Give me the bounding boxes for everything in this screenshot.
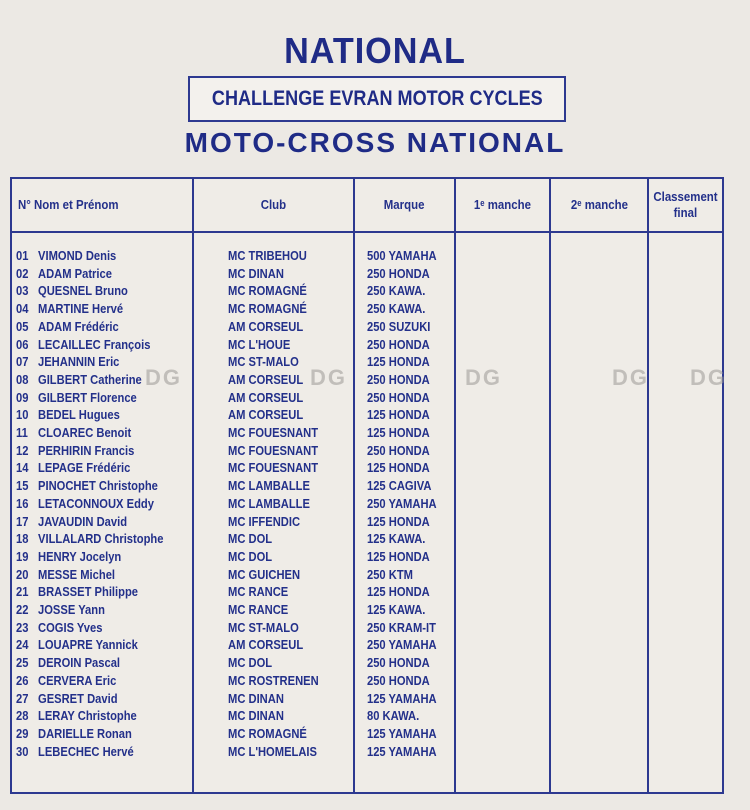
table-row <box>12 690 722 708</box>
watermark: DG <box>465 365 502 390</box>
rider-marque <box>367 583 440 601</box>
rider-number <box>16 282 30 300</box>
header-manche2 <box>551 179 647 231</box>
riders-table <box>10 177 724 794</box>
rider-name <box>38 406 133 424</box>
rider-marque-text: 250 HONDA <box>367 672 430 688</box>
rider-name <box>38 566 128 584</box>
rider-marque <box>367 336 440 354</box>
rider-marque-text: 250 HONDA <box>367 265 430 281</box>
table-row <box>12 725 722 743</box>
rider-marque-text: 125 KAWA. <box>367 602 426 617</box>
rider-marque-text: 125 KAWA. <box>367 531 426 547</box>
rider-marque <box>367 247 448 265</box>
rider-name-text: LECAILLEC François <box>38 336 151 352</box>
rider-club <box>228 247 320 265</box>
rider-club <box>228 336 300 354</box>
rider-name-text: PERHIRIN Francis <box>38 442 135 458</box>
header-club <box>194 179 353 231</box>
rider-club-text: AM CORSEUL <box>228 318 304 334</box>
challenge-text: CHALLENGE EVRAN MOTOR CYCLES <box>211 87 543 110</box>
rider-club <box>228 530 279 548</box>
rider-club <box>228 619 310 637</box>
rider-number-text: 30 <box>16 743 29 759</box>
rider-name <box>38 513 142 531</box>
rider-number <box>16 247 30 265</box>
rider-number-text: 15 <box>16 478 29 494</box>
rider-marque-text: 250 HONDA <box>367 371 430 387</box>
rider-name-text: ADAM Patrice <box>38 265 112 281</box>
rider-number <box>16 566 30 584</box>
rider-marque-text: 250 YAMAHA <box>367 637 437 653</box>
rider-marque <box>367 318 441 336</box>
rider-number <box>16 707 30 725</box>
rider-number-text: 01 <box>16 248 29 263</box>
rider-number-text: 26 <box>16 672 29 688</box>
rider-name <box>38 672 129 690</box>
rider-number-text: 16 <box>16 495 29 511</box>
rider-club-text: MC L'HOUE <box>228 336 291 352</box>
rider-club <box>228 707 293 725</box>
rider-name-text: VILLALARD Christophe <box>38 531 164 547</box>
rider-name-text: LEPAGE Frédéric <box>38 460 131 476</box>
rider-name-text: JAVAUDIN David <box>38 513 128 529</box>
rider-marque-text: 250 HONDA <box>367 442 430 458</box>
rider-marque-text: 250 KTM <box>367 566 413 582</box>
rider-name <box>38 619 113 637</box>
rider-number-text: 17 <box>16 513 29 529</box>
rider-club-text: MC LAMBALLE <box>228 478 310 494</box>
rider-number-text: 24 <box>16 637 29 653</box>
rider-name-text: JOSSE Yann <box>38 602 105 617</box>
rider-name <box>38 601 116 619</box>
rider-name-text: HENRY Jocelyn <box>38 548 122 564</box>
rider-name <box>38 725 147 743</box>
rider-marque <box>367 654 440 672</box>
header-final-label: final <box>673 205 698 220</box>
rider-number-text: 25 <box>16 655 29 671</box>
rider-name-text: CLOAREC Benoit <box>38 425 132 440</box>
rider-marque-text: 125 HONDA <box>367 548 430 564</box>
rider-number <box>16 495 30 513</box>
rider-club-text: AM CORSEUL <box>228 637 304 653</box>
rider-marque <box>367 495 448 513</box>
rider-number <box>16 389 30 407</box>
table-row <box>12 300 722 318</box>
rider-name-text: COGIS Yves <box>38 619 103 635</box>
rider-marque <box>367 725 448 743</box>
rider-name <box>38 282 143 300</box>
rider-name <box>38 371 159 389</box>
rider-name <box>38 636 154 654</box>
rider-name-text: MARTINE Hervé <box>38 301 124 317</box>
rider-club-text: MC DINAN <box>228 708 284 724</box>
rider-name-text: BEDEL Hugues <box>38 407 120 423</box>
table-row <box>12 672 722 690</box>
table-row <box>12 636 722 654</box>
rider-club <box>228 424 333 442</box>
rider-number-text: 18 <box>16 531 29 547</box>
rider-number <box>16 636 30 654</box>
rider-name <box>38 654 133 672</box>
rider-club-text: MC FOUESNANT <box>228 425 319 440</box>
watermark: DG <box>310 365 347 390</box>
rider-number-text: 11 <box>16 425 28 440</box>
rider-name <box>38 743 149 761</box>
watermark: DG <box>145 365 182 390</box>
rider-name <box>38 690 130 708</box>
table-row <box>12 513 722 531</box>
rider-number <box>16 459 30 477</box>
rider-marque-text: 250 KAWA. <box>367 301 426 317</box>
table-row <box>12 406 722 424</box>
rider-number-text: 06 <box>16 336 29 352</box>
rider-name <box>38 548 135 566</box>
table-row <box>12 707 722 725</box>
rider-club <box>228 690 293 708</box>
rider-marque-text: 125 YAMAHA <box>367 725 437 741</box>
table-row <box>12 442 722 460</box>
rider-number-text: 29 <box>16 725 29 741</box>
rider-marque <box>367 530 435 548</box>
rider-marque <box>367 459 440 477</box>
rider-name <box>38 459 145 477</box>
rider-club-text: MC ROMAGNÉ <box>228 301 307 317</box>
rider-name-text: DARIELLE Ronan <box>38 725 132 741</box>
rider-marque <box>367 513 440 531</box>
rider-club-text: MC ROSTRENEN <box>228 672 319 688</box>
rider-club-text: MC RANCE <box>228 602 289 617</box>
rider-name-text: ADAM Frédéric <box>38 318 119 334</box>
rider-marque-text: 125 YAMAHA <box>367 690 437 706</box>
rider-club-text: AM CORSEUL <box>228 407 304 423</box>
rider-marque <box>367 300 435 318</box>
rider-number-text: 09 <box>16 389 29 405</box>
rider-club <box>228 548 279 566</box>
rider-club-text: MC FOUESNANT <box>228 442 319 458</box>
rider-marque-text: 125 HONDA <box>367 584 430 600</box>
table-row <box>12 530 722 548</box>
rider-club-text: MC FOUESNANT <box>228 460 319 476</box>
rider-club-text: MC DOL <box>228 531 273 547</box>
rider-marque <box>367 353 440 371</box>
rider-name-text: JEHANNIN Eric <box>38 354 120 370</box>
rider-club-text: MC GUICHEN <box>228 566 301 582</box>
rider-club-text: MC ST-MALO <box>228 354 299 370</box>
table-row <box>12 459 722 477</box>
header-manche1-label: 1ᵉ manche <box>473 197 532 212</box>
rider-number-text: 21 <box>16 584 29 600</box>
rider-name <box>38 353 133 371</box>
rider-club-text: MC LAMBALLE <box>228 495 310 511</box>
rider-club <box>228 601 298 619</box>
rider-marque-text: 125 HONDA <box>367 513 430 529</box>
rider-club-text: MC DOL <box>228 548 273 564</box>
rider-number <box>16 300 30 318</box>
table-row <box>12 583 722 601</box>
rider-name <box>38 424 146 442</box>
rider-marque <box>367 743 448 761</box>
rider-name-text: LERAY Christophe <box>38 708 137 724</box>
rider-number <box>16 601 30 619</box>
rider-number <box>16 424 30 442</box>
rider-name-text: PINOCHET Christophe <box>38 478 158 494</box>
header-classement-label: Classement <box>653 189 718 204</box>
table-row <box>12 548 722 566</box>
rider-club <box>228 725 320 743</box>
rider-number-text: 03 <box>16 283 29 299</box>
rider-marque-text: 125 HONDA <box>367 354 430 370</box>
rider-name <box>38 389 153 407</box>
rider-marque-text: 250 HONDA <box>367 389 430 405</box>
rider-number <box>16 513 30 531</box>
rider-marque-text: 250 KAWA. <box>367 283 426 299</box>
rider-marque <box>367 282 435 300</box>
rider-marque-text: 250 KRAM-IT <box>367 619 436 635</box>
rider-club-text: AM CORSEUL <box>228 389 304 405</box>
rider-number <box>16 477 30 495</box>
table-row <box>12 654 722 672</box>
rider-club-text: MC L'HOMELAIS <box>228 743 317 759</box>
rider-name-text: MESSE Michel <box>38 566 116 582</box>
rider-number-text: 28 <box>16 708 29 724</box>
rider-name-text: GESRET David <box>38 690 118 706</box>
rider-name <box>38 265 124 283</box>
rider-club <box>228 583 298 601</box>
rider-name-text: LETACONNOUX Eddy <box>38 495 154 511</box>
rider-club <box>228 654 279 672</box>
rider-marque-text: 80 KAWA. <box>367 708 420 724</box>
rider-number <box>16 690 30 708</box>
watermark: DG <box>612 365 649 390</box>
header-manche2-label: 2ᵉ manche <box>570 197 628 212</box>
rider-club <box>228 477 323 495</box>
rider-club <box>228 442 333 460</box>
rider-number <box>16 654 30 672</box>
rider-club <box>228 495 323 513</box>
rider-marque <box>367 672 440 690</box>
rider-number-text: 10 <box>16 407 29 423</box>
rider-club-text: MC DOL <box>228 655 273 671</box>
header-manche1 <box>456 179 549 231</box>
rider-club <box>228 672 333 690</box>
header-marque <box>355 179 454 231</box>
rider-number <box>16 725 30 743</box>
rider-marque <box>367 406 440 424</box>
rider-number-text: 14 <box>16 460 29 476</box>
rider-marque <box>367 690 448 708</box>
rider-club <box>228 265 293 283</box>
rider-club <box>228 282 320 300</box>
rider-club-text: MC TRIBEHOU <box>228 248 307 263</box>
rider-name <box>38 442 150 460</box>
rider-number <box>16 442 30 460</box>
rider-marque <box>367 548 440 566</box>
rider-marque-text: 500 YAMAHA <box>367 248 437 263</box>
rider-number <box>16 619 30 637</box>
rider-marque <box>367 371 440 389</box>
rider-name-text: GILBERT Catherine <box>38 371 142 387</box>
rider-name-text: VIMOND Denis <box>38 248 117 263</box>
rider-number <box>16 548 30 566</box>
rider-club-text: MC ROMAGNÉ <box>228 725 307 741</box>
table-row <box>12 265 722 283</box>
rider-club <box>228 300 320 318</box>
watermark: DG <box>690 365 727 390</box>
rider-name-text: GILBERT Florence <box>38 389 137 405</box>
rider-club <box>228 371 315 389</box>
page-title: NATIONAL <box>284 30 466 71</box>
rider-marque <box>367 265 440 283</box>
rider-marque <box>367 601 435 619</box>
challenge-banner <box>188 76 566 122</box>
rider-number <box>16 672 30 690</box>
rider-marque-text: 125 HONDA <box>367 460 430 476</box>
rider-number <box>16 406 30 424</box>
rider-name <box>38 247 129 265</box>
rider-number <box>16 265 30 283</box>
table-row <box>12 282 722 300</box>
rider-club <box>228 566 312 584</box>
rider-number <box>16 336 30 354</box>
rider-marque <box>367 566 420 584</box>
rider-marque-text: 125 HONDA <box>367 425 430 440</box>
rider-number-text: 20 <box>16 566 29 582</box>
table-row <box>12 601 722 619</box>
table-row <box>12 495 722 513</box>
rider-name-text: BRASSET Philippe <box>38 584 139 600</box>
rider-marque-text: 250 SUZUKI <box>367 318 431 334</box>
table-row <box>12 424 722 442</box>
rider-marque-text: 250 YAMAHA <box>367 495 437 511</box>
rider-marque <box>367 389 440 407</box>
table-row <box>12 318 722 336</box>
table-row <box>12 743 722 761</box>
rider-name-text: LEBECHEC Hervé <box>38 743 134 759</box>
rider-club <box>228 353 310 371</box>
rider-number-text: 12 <box>16 442 29 458</box>
rider-name <box>38 477 177 495</box>
rider-marque <box>367 424 440 442</box>
rider-club-text: MC ROMAGNÉ <box>228 283 307 299</box>
rider-club <box>228 636 315 654</box>
rider-club-text: MC IFFENDIC <box>228 513 301 529</box>
rider-number <box>16 318 30 336</box>
rider-club-text: MC ST-MALO <box>228 619 299 635</box>
rider-number <box>16 371 30 389</box>
rider-club <box>228 513 312 531</box>
header-marque-label: Marque <box>384 197 425 212</box>
rider-name-text: QUESNEL Bruno <box>38 283 128 299</box>
table-row <box>12 566 722 584</box>
rider-name <box>38 336 169 354</box>
rider-marque <box>367 707 428 725</box>
rider-club <box>228 318 315 336</box>
rider-name-text: CERVERA Eric <box>38 672 117 688</box>
rider-marque-text: 125 YAMAHA <box>367 743 437 759</box>
rider-number-text: 05 <box>16 318 29 334</box>
rider-name <box>38 495 173 513</box>
rider-club-text: MC DINAN <box>228 690 284 706</box>
rider-name <box>38 300 137 318</box>
table-row <box>12 477 722 495</box>
rider-name <box>38 530 184 548</box>
rider-marque <box>367 619 447 637</box>
rider-number <box>16 353 30 371</box>
rider-marque-text: 125 CAGIVA <box>367 478 432 494</box>
rider-number-text: 27 <box>16 690 29 706</box>
rider-name-text: LOUAPRE Yannick <box>38 637 138 653</box>
rider-number-text: 19 <box>16 548 29 564</box>
header-divider <box>12 231 722 233</box>
rider-club <box>228 743 331 761</box>
rider-name <box>38 707 153 725</box>
rider-number-text: 08 <box>16 371 29 387</box>
rider-club <box>228 459 333 477</box>
rider-number-text: 22 <box>16 602 29 617</box>
rider-marque <box>367 477 442 495</box>
rider-number <box>16 743 30 761</box>
rider-club <box>228 389 315 407</box>
rider-name <box>38 583 154 601</box>
rider-club-text: MC RANCE <box>228 584 289 600</box>
rider-name-text: DEROIN Pascal <box>38 655 121 671</box>
rider-number-text: 02 <box>16 265 29 281</box>
page-subtitle: MOTO-CROSS NATIONAL <box>184 127 566 158</box>
rider-club-text: AM CORSEUL <box>228 371 304 387</box>
table-row <box>12 389 722 407</box>
rider-number-text: 07 <box>16 354 29 370</box>
rider-marque <box>367 442 440 460</box>
rider-number-text: 04 <box>16 301 29 317</box>
rider-marque-text: 250 HONDA <box>367 336 430 352</box>
header-classement <box>649 179 722 231</box>
rider-marque <box>367 636 448 654</box>
header-num-name <box>12 179 198 231</box>
header-num-name-label: N° Nom et Prénom <box>18 197 119 212</box>
rider-club <box>228 406 315 424</box>
rider-name <box>38 318 132 336</box>
rider-marque-text: 250 HONDA <box>367 655 430 671</box>
table-row <box>12 247 722 265</box>
table-row <box>12 619 722 637</box>
rider-number <box>16 530 30 548</box>
header-club-label: Club <box>260 197 287 212</box>
rider-number <box>16 583 30 601</box>
rider-club-text: MC DINAN <box>228 265 284 281</box>
rider-number-text: 23 <box>16 619 29 635</box>
table-row <box>12 336 722 354</box>
rider-marque-text: 125 HONDA <box>367 407 430 423</box>
